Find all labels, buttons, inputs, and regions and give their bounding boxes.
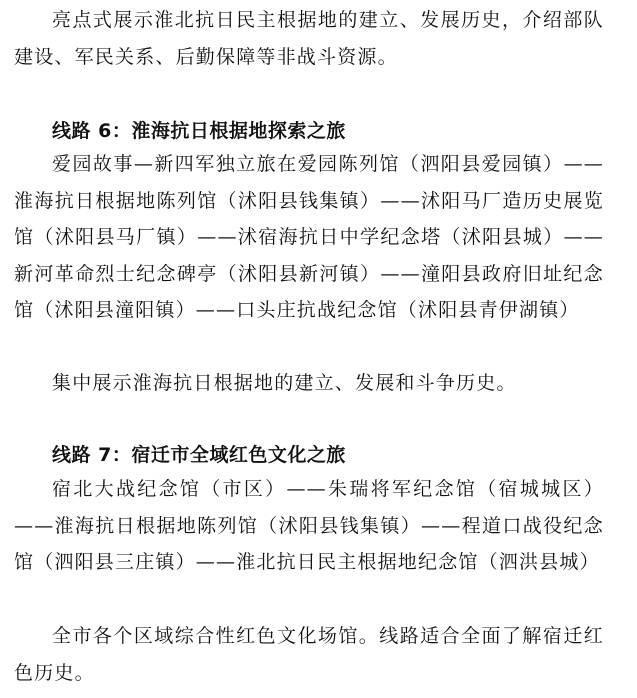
route-6-description: 爱园故事—新四军独立旅在爱园陈列馆（泗阳县爱园镇）——淮海抗日根据地陈列馆（沭阳县钱集镇）——沭阳马厂造历史展览馆（沭阳县马厂镇）——沭宿海抗日中学纪念塔（沭阳县城）——新河革命烈士纪念碑亭（沭阳县新河镇）——潼阳县政府旧址纪念馆（沭阳县潼阳镇）——口头庄抗战纪念馆（沭阳县青伊湖镇） (14, 153, 604, 321)
intro-paragraph: 亮点式展示淮北抗日民主根据地的建立、发展历史，介绍部队建设、军民关系、后勤保障等非战斗资源。 (14, 9, 604, 68)
route-6-summary: 集中展示淮海抗日根据地的建立、发展和斗争历史。 (52, 372, 517, 394)
route-7-heading: 线路 7：宿迁市全域红色文化之旅 (52, 444, 346, 466)
route-7-summary: 全市各个区域综合性红色文化场馆。线路适合全面了解宿迁红色历史。 (14, 625, 604, 684)
route-6-heading: 线路 6：淮海抗日根据地探索之旅 (52, 120, 346, 142)
route-7-description: 宿北大战纪念馆（市区）——朱瑞将军纪念馆（宿城城区）——淮海抗日根据地陈列馆（沭阳县钱集镇）——程道口战役纪念馆（泗阳县三庄镇）——淮北抗日民主根据地纪念馆（泗洪县城） (14, 478, 604, 573)
